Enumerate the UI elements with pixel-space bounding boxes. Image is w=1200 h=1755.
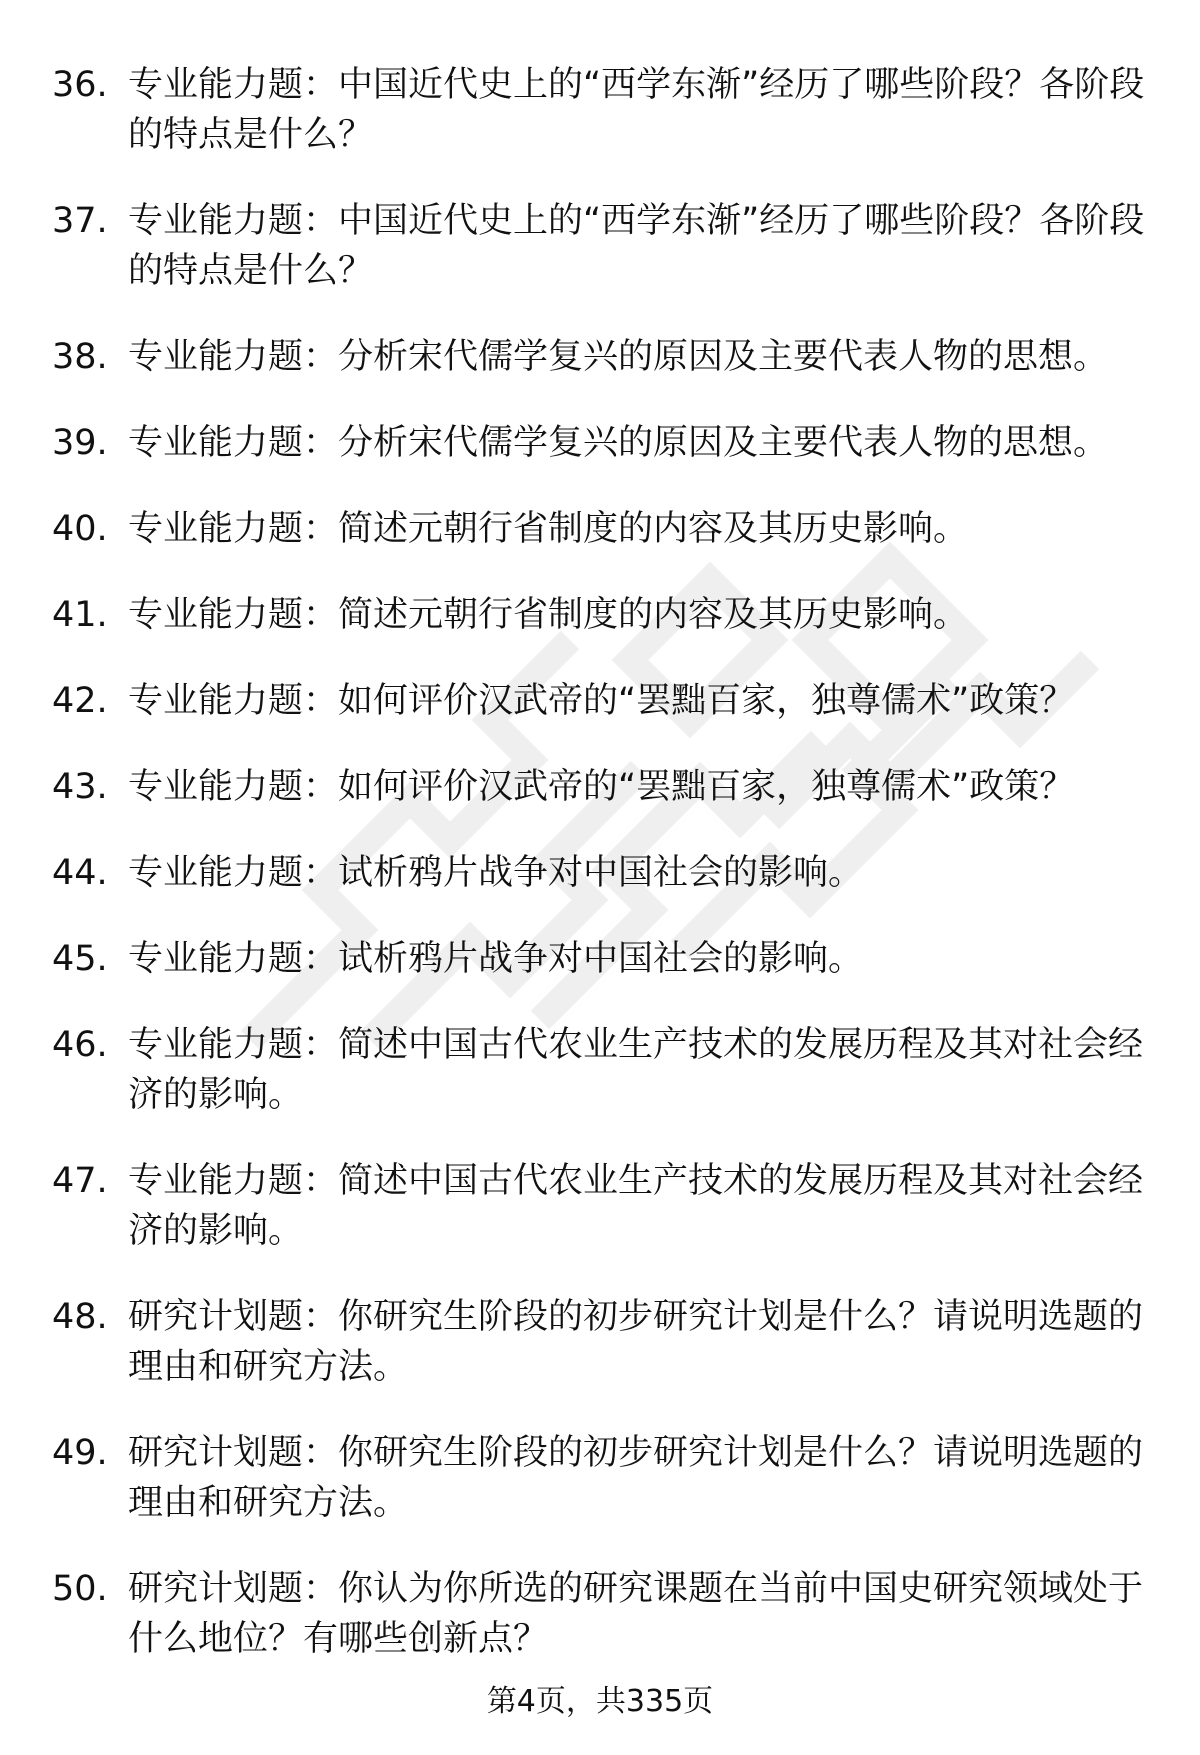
list-item [52,60,1162,160]
question-text: 研究计划题：你认为你所选的研究课题在当前中国史研究领域处于什么地位？有哪些创新点？ [128,1569,1144,1659]
question-text: 专业能力题：试析鸦片战争对中国社会的影响。 [128,853,864,893]
list-item [52,1428,1162,1528]
list-item [52,934,1162,984]
list-item [52,590,1162,640]
question-number: 44. [52,853,108,893]
list-item [52,762,1162,812]
question-number: 46. [52,1025,108,1065]
question-number: 45. [52,939,108,979]
question-text: 专业能力题：简述中国古代农业生产技术的发展历程及其对社会经济的影响。 [128,1025,1144,1115]
question-number: 49. [52,1433,108,1473]
question-number: 48. [52,1297,108,1337]
question-text: 专业能力题：分析宋代儒学复兴的原因及主要代表人物的思想。 [128,337,1109,377]
question-number: 38. [52,337,108,377]
question-text: 专业能力题：简述元朝行省制度的内容及其历史影响。 [128,509,969,549]
list-item [52,332,1162,382]
list-item [52,1292,1162,1392]
question-text: 专业能力题：中国近代史上的“西学东渐”经历了哪些阶段？各阶段的特点是什么？ [128,65,1145,155]
question-text: 专业能力题：简述元朝行省制度的内容及其历史影响。 [128,595,969,635]
question-number: 37. [52,201,108,241]
question-text: 研究计划题：你研究生阶段的初步研究计划是什么？请说明选题的理由和研究方法。 [128,1433,1144,1523]
list-item [52,504,1162,554]
list-item [52,196,1162,296]
question-number: 41. [52,595,108,635]
page-number-footer: 第4页，共335页 [486,1684,714,1719]
question-number: 40. [52,509,108,549]
list-item [52,418,1162,468]
list-item [52,1564,1162,1664]
question-text: 专业能力题：简述中国古代农业生产技术的发展历程及其对社会经济的影响。 [128,1161,1144,1251]
question-text: 专业能力题：如何评价汉武帝的“罢黜百家，独尊儒术”政策？ [128,681,1075,721]
question-text: 专业能力题：试析鸦片战争对中国社会的影响。 [128,939,864,979]
question-number: 50. [52,1569,108,1609]
question-number: 36. [52,65,108,105]
list-item [52,1156,1162,1256]
list-item [52,1020,1162,1120]
list-item [52,848,1162,898]
question-list [52,60,1162,1700]
question-text: 专业能力题：如何评价汉武帝的“罢黜百家，独尊儒术”政策？ [128,767,1075,807]
question-number: 39. [52,423,108,463]
question-text: 专业能力题：分析宋代儒学复兴的原因及主要代表人物的思想。 [128,423,1109,463]
question-number: 47. [52,1161,108,1201]
list-item [52,676,1162,726]
question-number: 42. [52,681,108,721]
question-text: 专业能力题：中国近代史上的“西学东渐”经历了哪些阶段？各阶段的特点是什么？ [128,201,1145,291]
question-text: 研究计划题：你研究生阶段的初步研究计划是什么？请说明选题的理由和研究方法。 [128,1297,1144,1387]
question-number: 43. [52,767,108,807]
